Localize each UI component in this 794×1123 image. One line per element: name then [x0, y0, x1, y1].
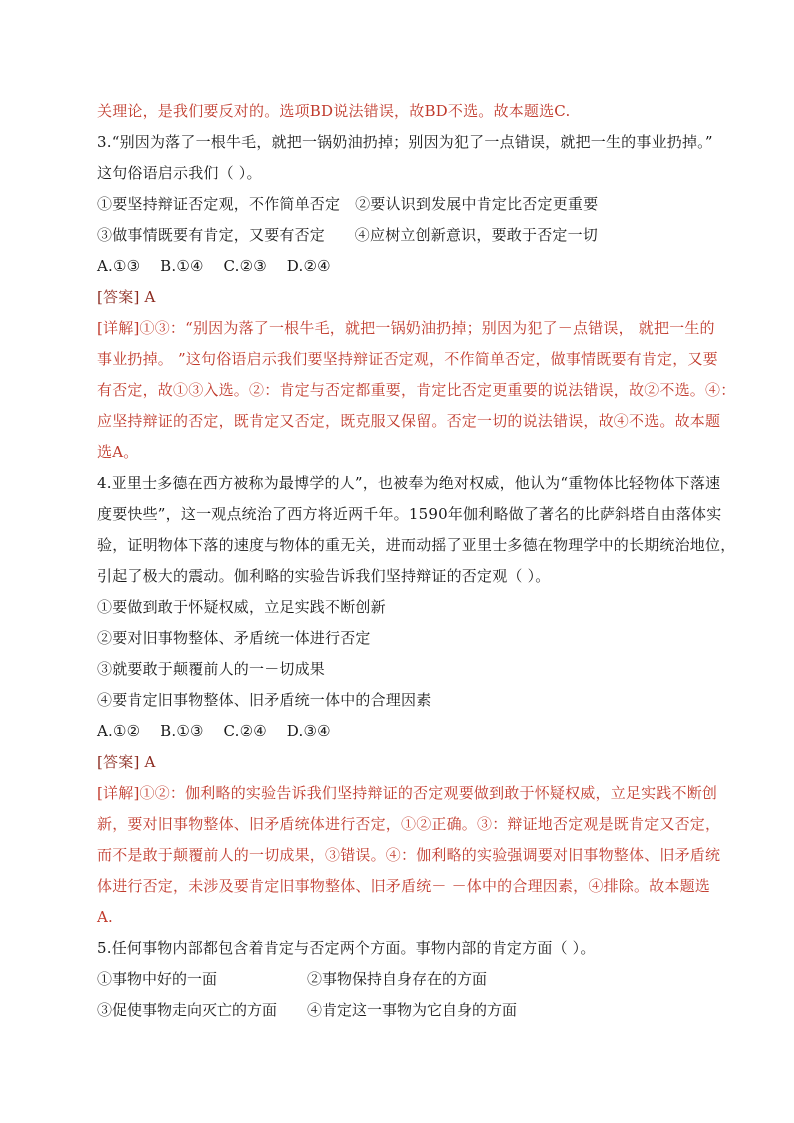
question-4-option-4: ④要肯定旧事物整体、旧矛盾统一体中的合理因素	[97, 691, 432, 709]
question-3-explanation-line-4: 应坚持辩证的否定，既肯定又否定，既克服又保留。否定一切的说法错误，故④不选。故本题	[97, 412, 721, 430]
question-4-stem-line-2: 度要快些”，这一观点统治了西方将近两千年。1590年伽利略做了著名的比萨斜塔自由落体实	[97, 505, 722, 523]
question-3-explanation-line-1: [详解]①③：“别因为落了一根牛毛，就把一锅奶油扔掉；别因为犯了－点错误， 就把一生的	[97, 319, 715, 337]
question-4-option-1: ①要做到敢于怀疑权威，立足实践不断创新	[97, 598, 386, 616]
question-5-options	[97, 964, 707, 1026]
question-4-choices: A.①② B.①③ C.②④ D.③④	[97, 722, 331, 740]
previous-explanation-tail: 关理论，是我们要反对的。选项BD说法错误，故BD不选。故本题选C.	[97, 102, 571, 120]
question-4-stem-line-1: 4.亚里士多德在西方被称为最博学的人”，也被奉为绝对权威，他认为“重物体比轻物体下落速	[97, 474, 721, 492]
question-5-option-4: ④肯定这一事物为它自身的方面	[307, 1001, 518, 1019]
question-3-explanation-line-5: 选A。	[97, 443, 139, 461]
question-3-choices: A.①③ B.①④ C.②③ D.②④	[97, 257, 331, 275]
question-4-option-3: ③就要敢于颠覆前人的一－切成果	[97, 660, 326, 678]
question-4-stem-line-3: 验，证明物体下落的速度与物体的重无关，进而动摇了亚里士多德在物理学中的长期统治地位，	[97, 536, 736, 554]
question-4-explanation-line-3: 而不是敢于颠覆前人的一切成果，③错误。④：伽利略的实验强调要对旧事物整体、旧矛盾统	[97, 846, 721, 864]
question-4-explanation-line-1: [详解]①②：伽利略的实验告诉我们坚持辩证的否定观要做到敢于怀疑权威，立足实践不断创	[97, 784, 718, 802]
question-5	[97, 933, 707, 1026]
document-page	[97, 96, 736, 1026]
question-4-option-2: ②要对旧事物整体、矛盾统一体进行否定	[97, 629, 371, 647]
question-4-explanation-line-5: A.	[97, 908, 114, 926]
question-3-answer: [答案] A	[97, 288, 156, 306]
question-5-option-3: ③促使事物走向灭亡的方面	[97, 1001, 278, 1019]
question-4	[97, 468, 736, 933]
question-4-explanation-line-4: 体进行否定，未涉及要肯定旧事物整体、旧矛盾统－ －体中的合理因素，④排除。故本题选	[97, 877, 710, 895]
question-4-explanation-line-2: 新，要对旧事物整体、旧矛盾统体进行否定，①②正确。③：辩证地否定观是既肯定又否定，	[97, 815, 721, 833]
question-5-stem: 5.任何事物内部都包含着肯定与否定两个方面。事物内部的肯定方面（ ）。	[97, 939, 596, 957]
question-3-options-line-2: ③做事情既要有肯定，又要有否定 ④应树立创新意识，要敢于否定一切	[97, 226, 599, 244]
question-3-stem-line-1: 3.“别因为落了一根牛毛，就把一锅奶油扔掉；别因为犯了一点错误，就把一生的事业扔掉。”	[97, 133, 713, 151]
question-3-explanation-line-3: 有否定，故①③入选。②：肯定与否定都重要，肯定比否定更重要的说法错误，故②不选。④：	[97, 381, 736, 399]
question-3-options-line-1: ①要坚持辩证否定观，不作简单否定 ②要认识到发展中肯定比否定更重要	[97, 195, 599, 213]
question-3-explanation-line-2: 事业扔掉。 ”这句俗语启示我们要坚持辩证否定观，不作简单否定，做事情既要有肯定，又要	[97, 350, 718, 368]
question-5-option-2: ②事物保持自身存在的方面	[307, 970, 488, 988]
question-5-option-1: ①事物中好的一面	[97, 970, 218, 988]
question-3-stem-line-2: 这句俗语启示我们（ ）。	[97, 164, 262, 182]
question-3	[97, 127, 736, 468]
question-4-stem-line-4: 引起了极大的震动。伽利略的实验告诉我们坚持辩证的否定观（ ）。	[97, 567, 551, 585]
question-4-answer: [答案] A	[97, 753, 156, 771]
